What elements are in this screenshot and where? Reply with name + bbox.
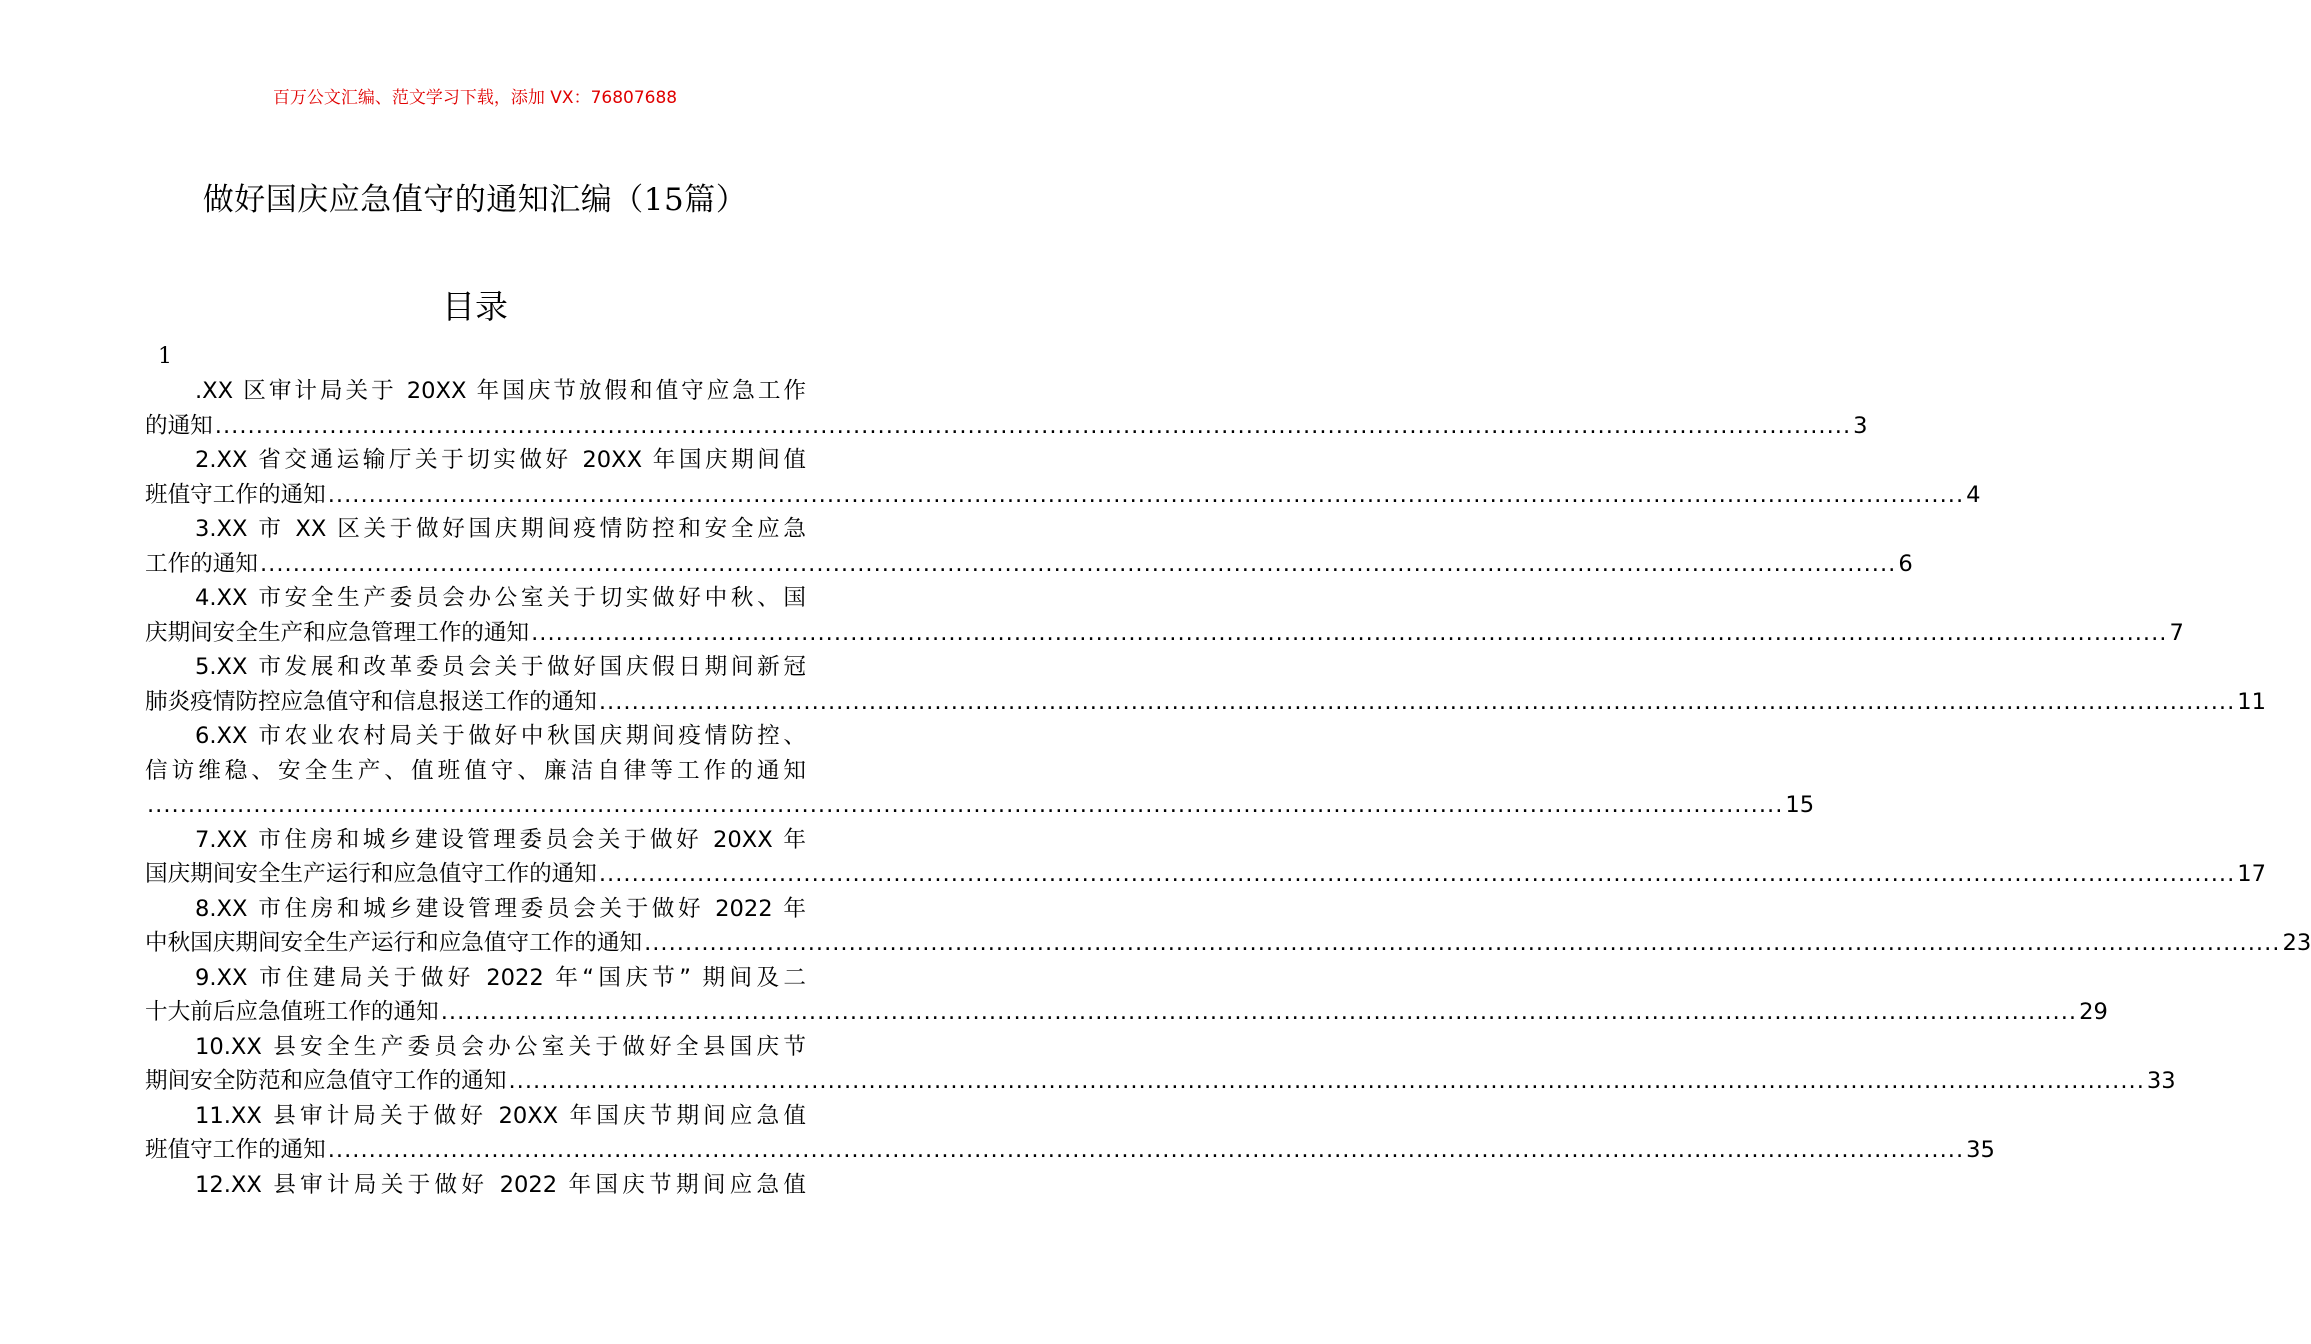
toc-page-number: 4: [1966, 481, 1981, 508]
toc-entry-leader-line: [145, 1064, 2176, 1099]
toc-entry[interactable]: [145, 892, 2311, 961]
dot-leader: ........................................................................................................................................................................................................: [598, 861, 2236, 887]
toc-entry[interactable]: [145, 443, 1981, 512]
dot-leader: ........................................................................................................................................................................................................: [644, 930, 2281, 956]
toc-page-number: 23: [2282, 930, 2311, 956]
dot-leader: ........................................................................................................................................................................................................: [508, 1068, 2145, 1094]
toc-stray-number: 1: [158, 344, 172, 369]
toc-entry-title-end: 肺炎疫情防控应急值守和信息报送工作的通知: [145, 688, 597, 715]
toc-entry-title-end: 国庆期间安全生产运行和应急值守工作的通知: [145, 861, 597, 887]
dot-leader: ........................................................................................................................................................................................................: [440, 999, 2078, 1025]
toc-entry-title: 11.XX 县审计局关于做好 20XX 年国庆节期间应急值: [195, 1102, 806, 1129]
toc-entry-leader-line: [145, 995, 2108, 1030]
toc-entry[interactable]: [145, 650, 2267, 719]
watermark-banner: 百万公文汇编、范文学习下载，添加 VX：76807688: [272, 88, 678, 108]
toc-page-number: 7: [2169, 619, 2184, 646]
toc-entry-title: 10.XX 县安全生产委员会办公室关于做好全县国庆节: [195, 1033, 806, 1060]
dot-leader: ........................................................................................................................................................................................................: [327, 1137, 1965, 1163]
toc-entry[interactable]: [145, 823, 2267, 892]
toc-entry[interactable]: [145, 961, 2108, 1030]
toc-entry-title-end: 班值守工作的通知: [145, 481, 326, 508]
toc-entry-title: 5.XX 市发展和改革委员会关于做好国庆假日期间新冠: [195, 654, 806, 680]
dot-leader: ........................................................................................................................................................................................................: [259, 550, 1897, 577]
toc-entry-title: 7.XX 市住房和城乡建设管理委员会关于做好 20XX 年: [195, 826, 806, 853]
toc-entry[interactable]: [145, 512, 1913, 581]
toc-entry-leader-line: [145, 685, 2267, 720]
toc-entry-title: 4.XX 市安全生产委员会办公室关于切实做好中秋、国: [195, 585, 806, 611]
toc-entry-title-cont: 信访维稳、安全生产、值班值守、廉洁自律等工作的通知: [145, 757, 806, 784]
dot-leader: ........................................................................................................................................................................................................: [531, 619, 2168, 646]
toc-entry[interactable]: [145, 719, 1815, 823]
title-count: 15: [643, 182, 685, 218]
document-title: [0, 178, 950, 222]
toc-entry-leader-line: [145, 616, 2184, 651]
dot-leader: ........................................................................................................................................................................................................: [147, 792, 1784, 818]
toc-entry[interactable]: [145, 1099, 1995, 1168]
toc-entry-title: .XX 区审计局关于 20XX 年国庆节放假和值守应急工作: [195, 378, 806, 404]
toc-entry-leader-line: [145, 788, 1815, 823]
toc-page-number: 15: [1785, 792, 1815, 818]
toc-entry-leader-line: [145, 926, 2311, 961]
title-text-after: 篇）: [684, 182, 748, 218]
toc-page-number: 6: [1898, 550, 1913, 577]
toc-entry-title: 9.XX 市住建局关于做好 2022 年“国庆节” 期间及二: [195, 964, 806, 991]
toc-entry-title: 2.XX 省交通运输厅关于切实做好 20XX 年国庆期间值: [195, 447, 806, 473]
toc-entry-leader-line: [145, 547, 1913, 582]
toc-entry-leader-line: [145, 1133, 1995, 1168]
toc-page-number: 3: [1853, 412, 1868, 439]
toc-entry-title-end: 庆期间安全生产和应急管理工作的通知: [145, 619, 530, 646]
toc-entry-title-end: 中秋国庆期间安全生产运行和应急值守工作的通知: [145, 930, 643, 956]
toc-page-number: 35: [1966, 1137, 1995, 1163]
toc-page-number: 11: [2237, 688, 2267, 715]
toc-entry-title: 3.XX 市 XX 区关于做好国庆期间疫情防控和安全应急: [195, 516, 806, 542]
toc-page-number: 29: [2079, 999, 2108, 1025]
toc-entry[interactable]: [145, 1030, 2176, 1099]
dot-leader: ........................................................................................................................................................................................................: [327, 481, 1965, 508]
toc-entry[interactable]: [145, 581, 2184, 650]
toc-entry-title-end: 十大前后应急值班工作的通知: [145, 999, 439, 1025]
toc-entry[interactable]: [145, 374, 1868, 443]
toc-entry-leader-line: [145, 857, 2267, 892]
toc-entry[interactable]: [145, 1168, 806, 1203]
toc-entry-title: 12.XX 县审计局关于做好 2022 年国庆节期间应急值: [195, 1171, 806, 1198]
toc-entry-leader-line: [145, 478, 1981, 513]
toc-entry-title-end: 的通知: [145, 412, 213, 439]
dot-leader: ........................................................................................................................................................................................................: [214, 412, 1852, 439]
toc-heading: 目录: [442, 287, 508, 326]
toc-entry-leader-line: [145, 409, 1868, 444]
dot-leader: ........................................................................................................................................................................................................: [598, 688, 2236, 715]
toc-entry-title-end: 工作的通知: [145, 550, 258, 577]
title-text-before: 做好国庆应急值守的通知汇编（: [202, 182, 644, 218]
toc-entry-title-end: 班值守工作的通知: [145, 1137, 326, 1163]
toc-page-number: 33: [2146, 1068, 2176, 1094]
toc-entry-title-end: 期间安全防范和应急值守工作的通知: [145, 1068, 507, 1094]
toc-entry-title: 6.XX 市农业农村局关于做好中秋国庆期间疫情防控、: [195, 723, 806, 749]
table-of-contents: [145, 374, 2311, 1202]
toc-entry-title: 8.XX 市住房和城乡建设管理委员会关于做好 2022 年: [195, 895, 806, 922]
toc-page-number: 17: [2237, 861, 2267, 887]
